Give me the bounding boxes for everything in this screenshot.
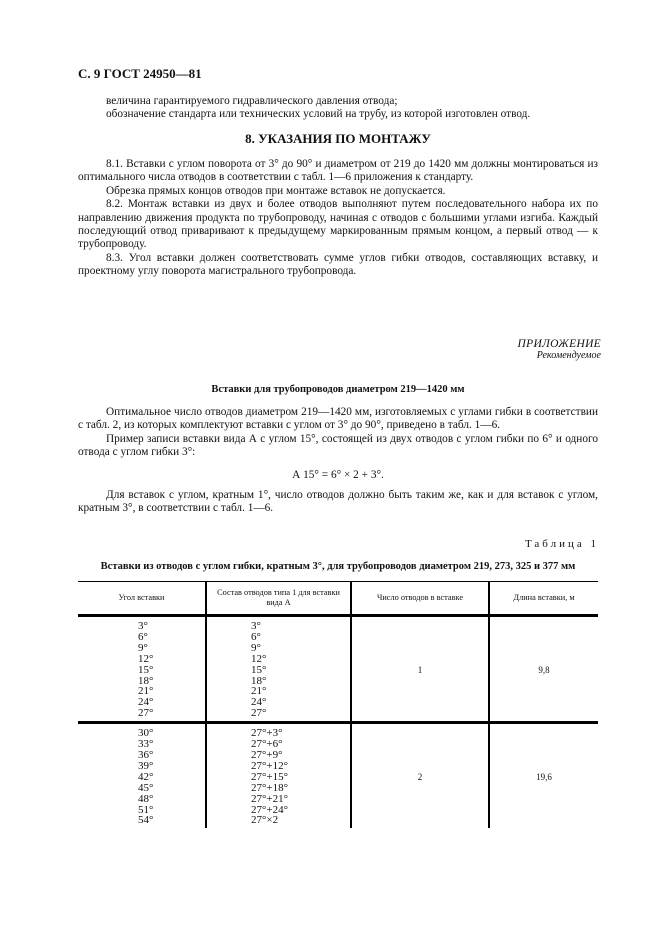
angle-value: 30° (138, 727, 154, 740)
angle-value: 48° (138, 792, 154, 805)
formula: А 15° = 6° × 2 + 3°. (292, 469, 384, 481)
paragraph-8-3: 8.3. Угол вставки должен соответствовать сумме углов гибки отводов, составляющих вставку, и проектному углу поворота магистрального трубопровода. (78, 251, 598, 278)
intro-line: обозначение стандарта или технических условий на трубу, из которой изготовлен отвод. (106, 108, 531, 121)
angle-value: 21° (138, 685, 154, 698)
table-header-row (78, 582, 598, 616)
angle-value: 12° (138, 652, 154, 665)
intro-line: величина гарантируемого гидравлического давления отвода; (106, 95, 398, 107)
section-body (78, 158, 598, 279)
composition-value: 27°+6° (251, 738, 283, 751)
composition-value: 21° (251, 685, 267, 698)
cell-count: 1 (351, 616, 489, 723)
cell-count: 2 (351, 723, 489, 829)
angle-value: 27° (138, 707, 154, 720)
angle-value: 9° (138, 641, 148, 654)
header-length: Длина вставки, м (489, 582, 598, 616)
composition-value: 27°+15° (251, 770, 289, 783)
table-row-group (78, 723, 598, 829)
appendix-label (518, 338, 601, 362)
header-composition: Состав отводов типа 1 для вставки вида А (206, 582, 351, 616)
appendix-status: Рекомендуемое (536, 350, 601, 361)
composition-value: 27°×2 (251, 814, 279, 827)
angle-value: 15° (138, 663, 154, 676)
composition-value: 3° (251, 620, 261, 632)
composition-value: 27°+21° (251, 792, 289, 805)
angle-value: 36° (138, 748, 154, 761)
appendix-paragraph: Оптимальное число отводов диаметром 219—1420 мм, изготовляемых с углами гибки в соответствии с табл. 2, из которых комплектуют вставки с углом от 3° до 90°, приведено в табл. 1—6. (78, 406, 598, 432)
composition-value: 24° (251, 696, 267, 709)
cell-angles (78, 616, 206, 723)
paragraph-8-2: 8.2. Монтаж вставки из двух и более отводов выполняют путем последовательного набора их по направлению движения продукта по трубопроводу, начиная с отводов с большими углами изгиба. Каждый последующий отвод приваривают к предыдущему маркированным прямым концом, а первый отвод — к трубопроводу. (78, 198, 598, 251)
appendix-body (78, 406, 598, 460)
composition-value: 6° (251, 630, 261, 643)
table-number: Таблица 1 (524, 538, 599, 550)
composition-value: 27°+12° (251, 759, 289, 772)
composition-value: 27°+3° (251, 727, 283, 740)
composition-value: 15° (251, 663, 267, 676)
angle-value: 54° (138, 814, 154, 827)
paragraph-8-1: 8.1. Вставки с углом поворота от 3° до 90° и диаметром от 219 до 1420 мм должны монтироваться из оптимального числа отводов в соответствии с табл. 1—6 приложения к стандарту. (78, 158, 598, 184)
angle-value: 45° (138, 781, 154, 794)
composition-value: 9° (251, 641, 261, 654)
angle-value: 6° (138, 630, 148, 643)
composition-value: 12° (251, 652, 267, 665)
inserts-table (78, 581, 598, 828)
page-header: С. 9 ГОСТ 24950—81 (78, 66, 202, 81)
composition-value: 27° (251, 707, 267, 720)
section-title: 8. УКАЗАНИЯ ПО МОНТАЖУ (245, 131, 431, 146)
angle-value: 33° (138, 738, 154, 751)
angle-value: 39° (138, 759, 154, 772)
header-count: Число отводов в вставке (351, 582, 489, 616)
composition-value: 18° (251, 674, 267, 687)
cell-composition (206, 723, 351, 829)
angle-value: 3° (138, 620, 148, 632)
composition-value: 27°+24° (251, 803, 289, 816)
appendix-heading: ПРИЛОЖЕНИЕ (517, 338, 601, 350)
appendix-title: Вставки для трубопроводов диаметром 219—1420 мм (211, 384, 465, 395)
paragraph-note: Обрезка прямых концов отводов при монтаже вставок не допускается. (106, 184, 446, 197)
table-title: Вставки из отводов с углом гибки, кратным 3°, для трубопроводов диаметром 219, 273, 325 и 377 мм (100, 561, 576, 572)
angle-value: 24° (138, 696, 154, 709)
cell-composition (206, 616, 351, 723)
cell-angles (78, 723, 206, 829)
appendix-note: Для вставок с углом, кратным 1°, число отводов должно быть таким же, как и для вставок с углом, кратным 3°, в соответствии с табл. 1—6. (78, 489, 598, 515)
angle-value: 18° (138, 674, 154, 687)
composition-value: 27°+9° (251, 748, 283, 761)
intro-list (78, 95, 598, 122)
angle-value: 51° (138, 803, 154, 816)
appendix-paragraph: Пример записи вставки вида А с углом 15°, состоящей из двух отводов с углом гибки по 6° и одного отвода с углом гибки 3°: (78, 432, 598, 459)
cell-length: 9,8 (489, 616, 598, 723)
table-row-group (78, 616, 598, 723)
cell-length: 19,6 (489, 723, 598, 829)
composition-value: 27°+18° (251, 781, 289, 794)
header-angle: Угол вставки (78, 582, 206, 616)
angle-value: 42° (138, 770, 154, 783)
